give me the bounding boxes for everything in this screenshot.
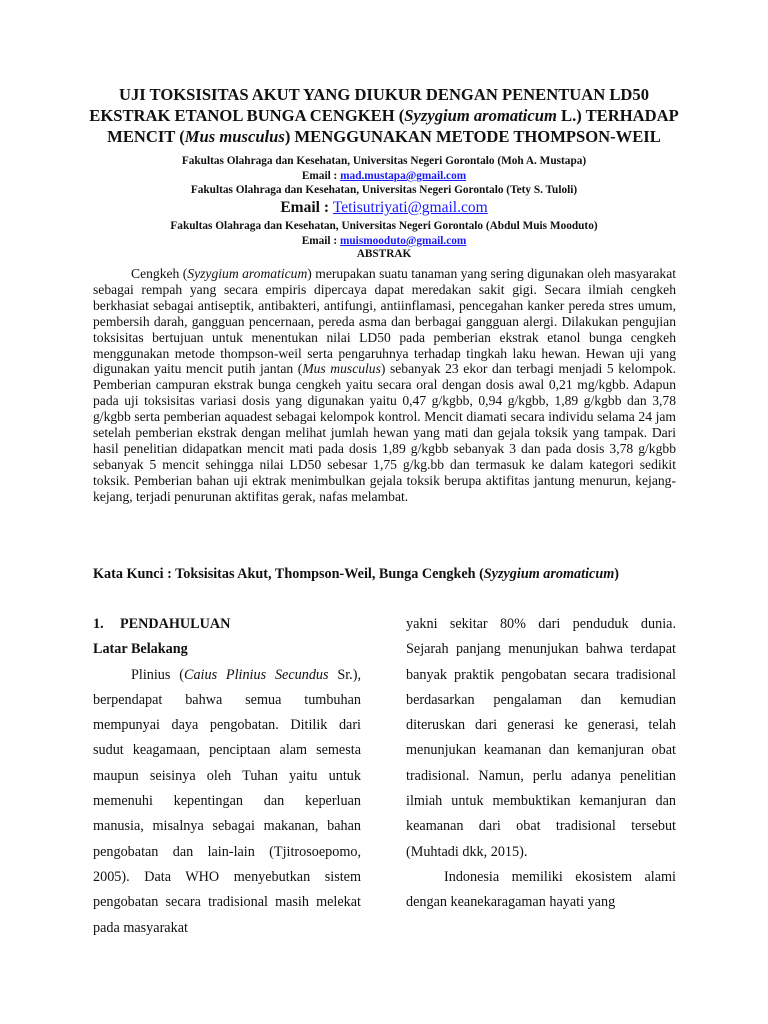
title-part: UJI TOKSISITAS AKUT YANG DIUKUR DENGAN PENENTUAN LD50 EKSTRAK ETANOL BUNGA CENGKEH ( (89, 85, 650, 125)
author-email-link-3[interactable]: muismooduto@gmail.com (339, 235, 467, 247)
section-number: 1. (93, 616, 104, 632)
section-heading (93, 612, 361, 637)
keywords-line (93, 565, 693, 583)
author-email-line-1 (90, 169, 678, 183)
author-email-link-2[interactable]: Tetisutriyati@gmail.com (332, 199, 488, 216)
body-paragraph: Indonesia memiliki ekosistem alami dengan keanekaragaman hayati yang (406, 868, 676, 911)
author-affiliation-1: Fakultas Olahraga dan Kesehatan, Universitas Negeri Gorontalo (Moh A. Mustapa) (181, 155, 587, 167)
body-paragraph (93, 663, 361, 941)
body-column-right (406, 612, 676, 916)
author-affiliation-2: Fakultas Olahraga dan Kesehatan, Universitas Negeri Gorontalo (Tety S. Tuloli) (190, 184, 578, 196)
keywords-close: ) (614, 566, 619, 582)
email-label: Email : (301, 235, 340, 247)
abstract-text: ) merupakan suatu tanaman yang sering digunakan oleh masyarakat sebagai rempah yang secara empiris dipercaya dapat meredakan sakit gigi. Secara ilmiah cengkeh berkhasiat sebagai antiseptik, antibakteri, antifungi, antiinflamasi, pencegahan kanker pereda stres umum, pembersih darah, gangguan pencernaan, pereda asma dan berbagai gangguan alergi. Dilakukan pengujian toksisitas bertujuan untuk menentukan nilai LD50 pada pemberian ekstrak etanol bunga cengkeh menggunakan metode thompson-weil serta pengaruhnya terhadap tingkah laku hewan. Hewan uji yang digunakan yaitu mencit putih jantan ( (93, 266, 677, 377)
body-paragraph: yakni sekitar 80% dari penduduk dunia. Sejarah panjang menunjukan bahwa terdapat banyak praktik pengobatan secara tradisional berdasarkan pengalaman dan kemudian diteruskan dari generasi ke generasi, telah menunjukan keamanan dan kemanjuran obat tradisional. Namun, perlu adanya penelitian ilmiah untuk membuktikan kemanjuran dan keamanan dari obat tradisional tersebut (Muhtadi dkk, 2015). (406, 616, 676, 860)
section-title: PENDAHULUAN (120, 616, 231, 632)
abstract-text: ) sebanyak 23 ekor dan terbagi menjadi 5 kelompok. Pemberian campuran ekstrak bunga cengkeh yaitu secara oral dengan dosis awal 0,21 mg/kgbb. Adapun pada uji toksisitas variasi dosis yang digunakan yaitu 0,47 g/kgbb, 0,94 g/kgbb, 1,89 g/kgbb dan 3,78 g/kgbb serta pemberian aquadest sebagai kelompok kontrol. Mencit diamati secara individu selama 24 jam setelah pemberian ekstrak dengan melihat jumlah hewan yang mati dan gejala toksik yang tampak. Dari hasil penelitian didapatkan mencit mati pada dosis 1,89 g/kgbb sebanyak 3 dan pada dosis 3,78 g/kgbb sebanyak 5 mencit sehingga nilai LD50 sebesar 1,75 g/kg.bb dan termasuk ke dalam kategori sedikit toksik. Pemberian bahan uji ektrak menimbulkan gejala toksik berupa aktifitas jantung menurun, kejang-kejang, terjadi penurunan aktifitas gerak, nafas melambat. (93, 361, 676, 504)
abstract-italic: Syzygium aromaticum (187, 266, 308, 281)
keywords-italic: Syzygium aromaticum (483, 566, 615, 582)
title-italic: Mus musculus (184, 127, 285, 146)
title-part: ) MENGGUNAKAN METODE THOMPSON-WEIL (284, 127, 661, 146)
author-email-line-2 (90, 199, 678, 217)
author-affiliation-3: Fakultas Olahraga dan Kesehatan, Universitas Negeri Gorontalo (Abdul Muis Mooduto) (170, 220, 598, 232)
abstract-body (93, 266, 676, 505)
body-text: Sr.), berpendapat bahwa semua tumbuhan mempunyai daya pengobatan. Ditilik dari sudut keagamaan, penciptaan alam semesta maupun seisinya oleh Tuhan yaitu untuk memenuhi kepentingan dan keperluan manusia, misalnya sebagai makanan, bahan pengobatan dan lain-lain (Tjitrosoepomo, 2005). Data WHO menyebutkan sistem pengobatan secara tradisional masih melekat pada masyarakat (93, 666, 362, 936)
body-italic: Caius Plinius Secundus (183, 666, 329, 683)
title-italic: Syzygium aromaticum (404, 106, 557, 125)
email-label: Email : (301, 170, 341, 182)
body-text: Plinius ( (131, 666, 184, 683)
subsection-heading: Latar Belakang (93, 641, 188, 658)
abstract-paragraph (93, 266, 676, 505)
title-part: L.) TERHADAP MENCIT ( (107, 106, 679, 146)
paper-title (80, 84, 688, 147)
abstract-italic: Mus musculus (302, 361, 381, 377)
email-label: Email : (280, 199, 333, 216)
author-email-line-3 (90, 234, 678, 248)
abstract-heading: ABSTRAK (356, 248, 412, 260)
body-column-left (93, 612, 361, 941)
author-email-link-1[interactable]: mad.mustapa@gmail.com (340, 170, 467, 182)
abstract-text: Cengkeh ( (131, 266, 188, 281)
keywords-text: Kata Kunci : Toksisitas Akut, Thompson-Weil, Bunga Cengkeh ( (93, 566, 484, 582)
